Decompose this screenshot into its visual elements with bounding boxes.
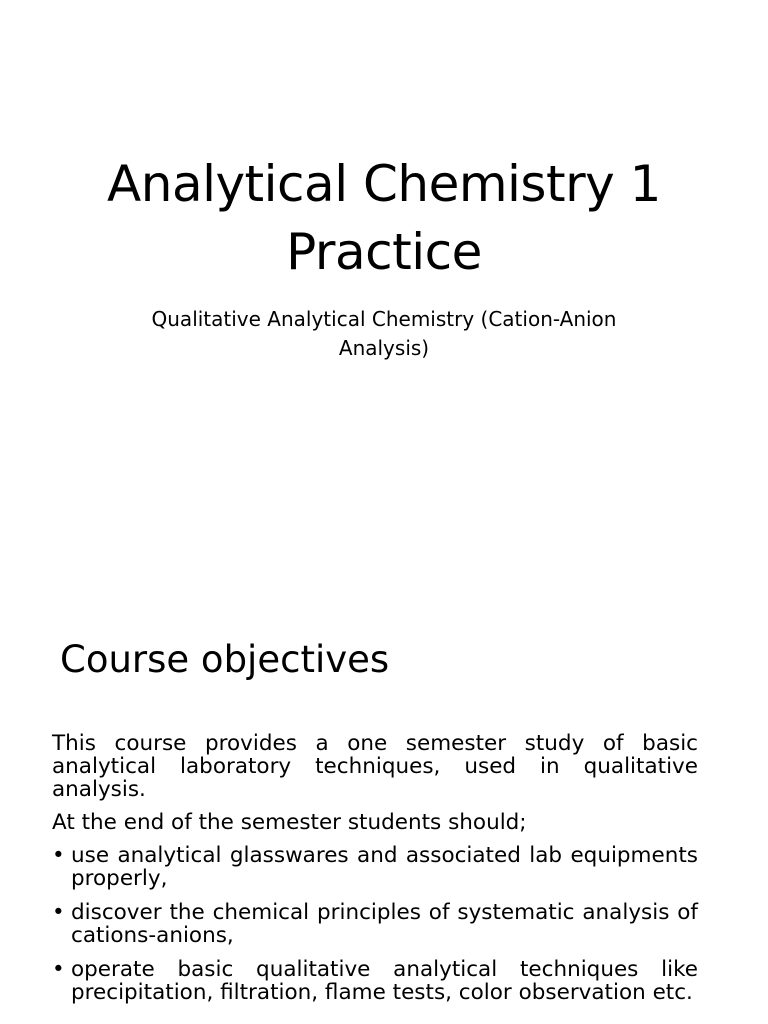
- objectives-body: [52, 732, 698, 1015]
- objective-text-1: use analytical glasswares and associated lab equipments properly,: [71, 843, 698, 891]
- objectives-slide: [0, 576, 768, 1024]
- slide-subtitle-line-1: Qualitative Analytical Chemistry (Cation-Anion: [151, 307, 617, 331]
- lead-paragraph: At the end of the semester students should;: [52, 810, 527, 835]
- slide-title-line-2: Practice: [286, 223, 482, 281]
- intro-paragraph: This course provides a one semester study of basic analytical laboratory techniques, used in qualitative analysis.: [52, 731, 698, 802]
- slide-title-line-1: Analytical Chemistry 1: [107, 155, 661, 213]
- objective-item-2: [52, 901, 698, 947]
- objective-text-3: operate basic qualitative analytical techniques like precipitation, filtration, flame tests, color observation etc.: [71, 957, 698, 1005]
- objective-text-2: discover the chemical principles of systematic analysis of cations-anions,: [71, 900, 698, 948]
- objectives-heading: Course objectives: [60, 638, 390, 681]
- bullet-icon: •: [52, 957, 65, 982]
- bullet-icon: •: [52, 843, 65, 868]
- slide-subtitle: [100, 305, 668, 363]
- slide-title: [40, 150, 728, 286]
- objectives-list: [52, 844, 698, 1004]
- objective-item-3: [52, 958, 698, 1004]
- slide-subtitle-line-2: Analysis): [338, 336, 430, 360]
- bullet-icon: •: [52, 900, 65, 925]
- objective-item-1: [52, 844, 698, 890]
